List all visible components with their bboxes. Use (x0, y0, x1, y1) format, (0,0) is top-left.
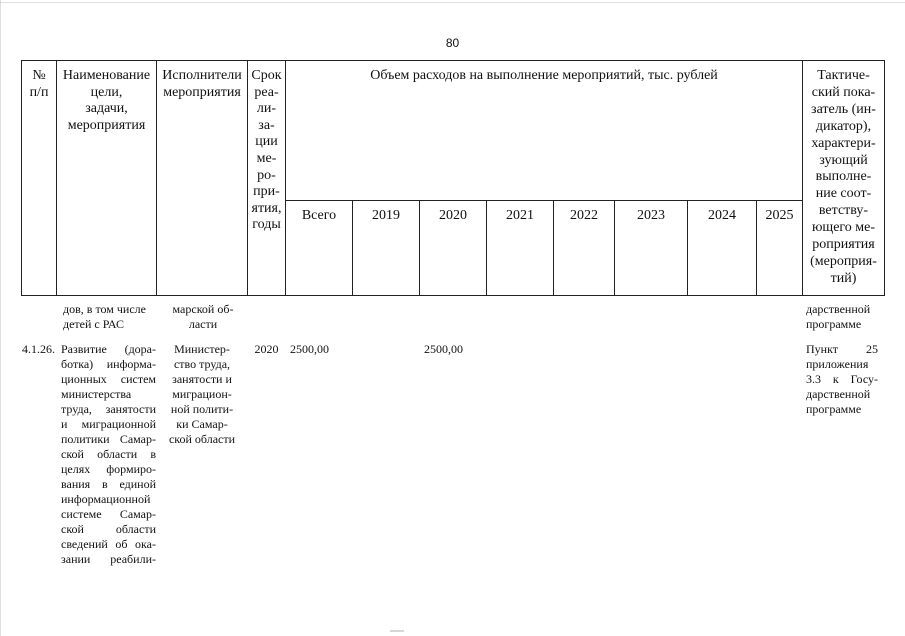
continuation-indicator: дарственной программе (806, 302, 871, 331)
header-year-2023: 2023 (637, 208, 665, 223)
header-year-2024: 2024 (708, 208, 736, 223)
header-year-2022: 2022 (570, 208, 598, 223)
header-number: № п/п (29, 68, 49, 100)
header-year-2025: 2025 (765, 208, 794, 223)
continuation-executor: марской об- ласти (172, 302, 234, 331)
continuation-name: дов, в том числе детей с РАС (63, 302, 146, 331)
row-executor: Министер- ство труда, занятости и миграцион- ной полити- ки Самар- ской области (168, 342, 236, 446)
header-term: Срок реа- ли- за- ции ме- ро- при- ятия, годы (251, 68, 282, 233)
header-year-2019: 2019 (372, 208, 400, 223)
row-year: 2020 (254, 342, 279, 356)
row-total: 2500,00 (290, 342, 329, 356)
header-year-total: Всего (301, 208, 337, 223)
header-year-2021: 2021 (506, 208, 534, 223)
page-number: 80 (445, 36, 460, 50)
row-name: Развитие (дора- ботка) информа- ционных систем министерства труда, занятости и миграционной политики Самар- ской области в целях формиро- вания в единой информационной системе Самар- ской области сведений об ока- зании реабили- (61, 342, 156, 566)
scan-edge-left (0, 0, 1, 636)
row-number: 4.1.26. (22, 342, 55, 356)
header-year-2020: 2020 (439, 208, 467, 223)
scan-speck (390, 630, 404, 632)
scan-edge-top (0, 2, 905, 3)
header-indicator: Тактиче- ский пока- затель (ин- дикатор), характери- зующий выполне- ние соот- ветству- ющего ме- роприятия (мероприя- тий) (810, 68, 877, 286)
header-expenses-title: Объем расходов на выполнение мероприятий, тыс. рублей (370, 68, 718, 83)
header-name: Наименование цели, задачи, мероприятия (62, 68, 151, 133)
row-2020-value: 2500,00 (424, 342, 463, 356)
row-indicator: Пункт 25 приложения 3.3 к Госу- дарственной программе (806, 342, 878, 416)
header-executors: Исполнители мероприятия (162, 68, 242, 100)
